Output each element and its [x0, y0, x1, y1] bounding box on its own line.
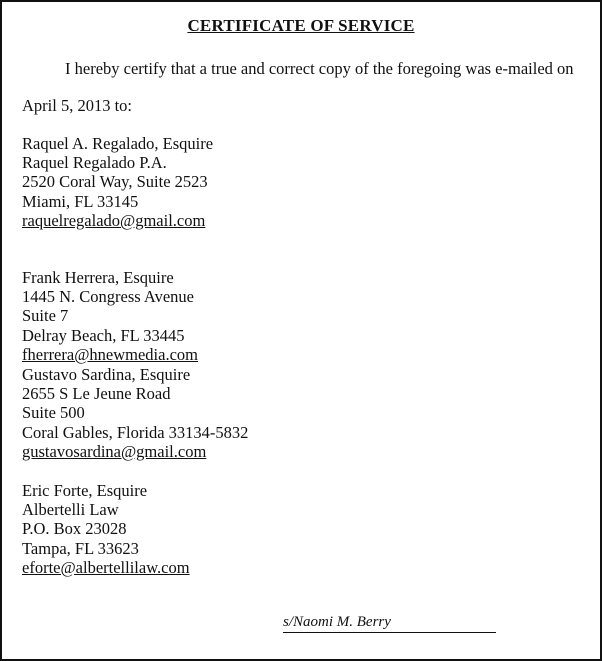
recipient-block [22, 268, 198, 364]
recipient-name: Frank Herrera, Esquire [22, 268, 174, 287]
certificate-title: CERTIFICATE OF SERVICE [187, 16, 415, 35]
recipient-name: Gustavo Sardina, Esquire [22, 365, 191, 384]
recipient-firm: Raquel Regalado P.A. [22, 153, 167, 173]
recipient-block [22, 481, 190, 577]
recipient-name: Eric Forte, Esquire [22, 481, 148, 500]
recipient-street: 2520 Coral Way, Suite 2523 [22, 172, 208, 192]
recipient-city: Tampa, FL 33623 [22, 538, 139, 558]
recipient-name: Raquel A. Regalado, Esquire [22, 134, 214, 153]
recipient-city: Miami, FL 33145 [22, 191, 139, 211]
recipient-city: Delray Beach, FL 33445 [22, 325, 185, 345]
recipient-street: 2655 S Le Jeune Road [22, 384, 171, 404]
recipient-email-link[interactable]: fherrera@hnewmedia.com [22, 344, 198, 364]
recipient-email-link[interactable]: eforte@albertellilaw.com [22, 557, 190, 577]
service-date: April 5, 2013 to: [22, 96, 132, 115]
certification-statement: I hereby certify that a true and correct copy of the foregoing was e-mailed on [65, 59, 574, 78]
recipient-suite: Suite 500 [22, 403, 85, 423]
recipient-block [22, 365, 248, 461]
recipient-po-box: P.O. Box 23028 [22, 519, 127, 539]
recipient-email-link[interactable]: raquelregalado@gmail.com [22, 210, 206, 230]
recipient-email-link[interactable]: gustavosardina@gmail.com [22, 441, 207, 461]
recipient-firm: Albertelli Law [22, 500, 119, 520]
recipient-suite: Suite 7 [22, 306, 69, 326]
recipient-city: Coral Gables, Florida 33134-5832 [22, 422, 249, 442]
recipient-street: 1445 N. Congress Avenue [22, 287, 195, 307]
recipient-block [22, 134, 213, 230]
signature-line: s/Naomi M. Berry [283, 614, 496, 633]
